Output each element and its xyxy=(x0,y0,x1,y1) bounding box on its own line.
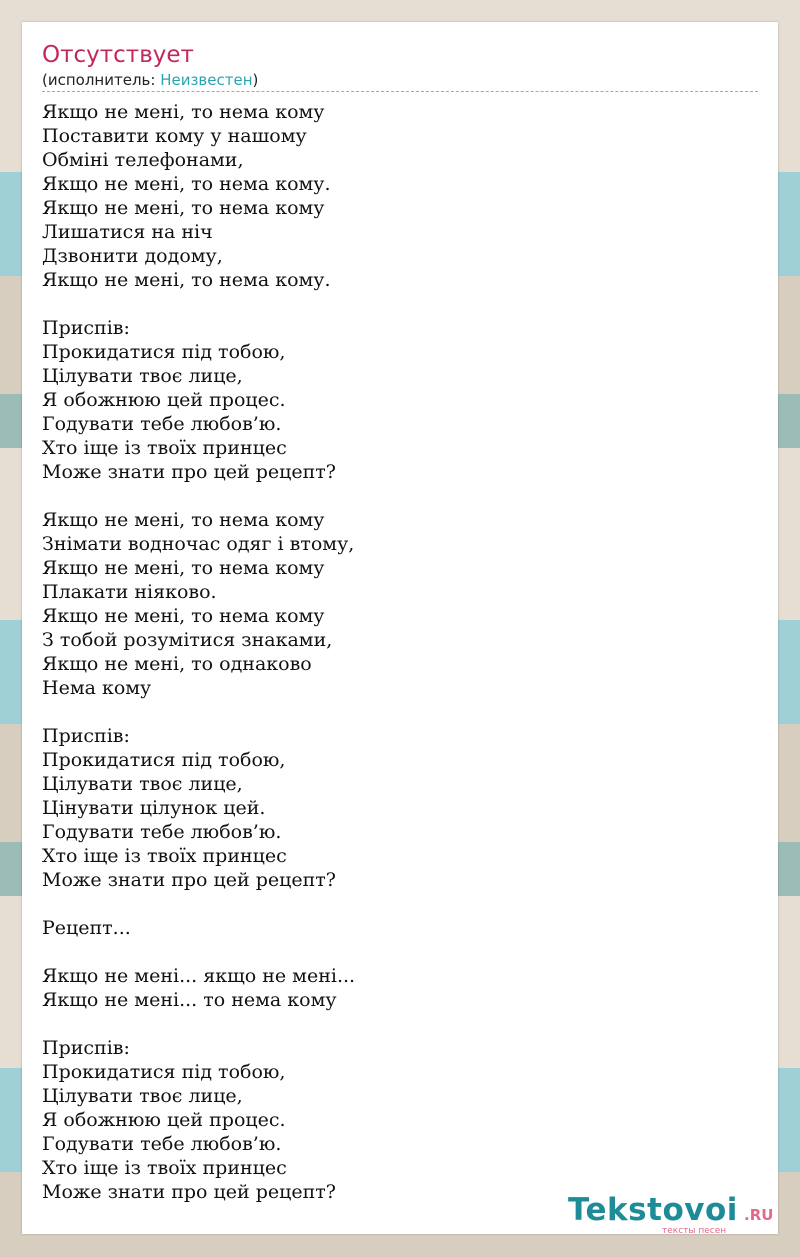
lyrics-blank-line xyxy=(42,484,355,508)
lyrics-line: Хто іще із твоїх принцес xyxy=(42,437,287,459)
lyrics-line: Плакати ніяково. xyxy=(42,581,217,603)
lyrics-line: Цілувати твоє лице, xyxy=(42,773,243,795)
lyrics-blank-line xyxy=(42,940,355,964)
lyrics-blank-line xyxy=(42,892,355,916)
lyrics-text xyxy=(42,100,355,1204)
performer-line xyxy=(42,70,758,92)
lyrics-line: Обміні телефонами, xyxy=(42,149,244,171)
lyrics-line: Може знати про цей рецепт? xyxy=(42,461,336,483)
lyrics-line: Приспів: xyxy=(42,1037,130,1059)
lyrics-line: Знімати водночас одяг і втому, xyxy=(42,533,355,555)
lyrics-line: Якщо не мені... то нема кому xyxy=(42,989,337,1011)
lyrics-line: Хто іще із твоїх принцес xyxy=(42,1157,287,1179)
lyrics-line: Нема кому xyxy=(42,677,152,699)
lyrics-line: Якщо не мені, то нема кому xyxy=(42,509,325,531)
performer-prefix: (исполнитель: xyxy=(42,71,161,89)
lyrics-line: Якщо не мені, то нема кому xyxy=(42,101,325,123)
lyrics-line: Прокидатися під тобою, xyxy=(42,1061,286,1083)
lyrics-line: Цілувати твоє лице, xyxy=(42,1085,243,1107)
lyrics-line: Я обожнюю цей процес. xyxy=(42,1109,286,1131)
lyrics-line: Якщо не мені, то нема кому xyxy=(42,557,325,579)
site-logo[interactable] xyxy=(568,1192,778,1236)
performer-link[interactable]: Неизвестен xyxy=(160,71,253,89)
lyrics-line: Лишатися на ніч xyxy=(42,221,213,243)
logo-tld: .RU xyxy=(744,1206,774,1224)
lyrics-line: Годувати тебе любов’ю. xyxy=(42,1133,282,1155)
lyrics-line: Я обожнюю цей процес. xyxy=(42,389,286,411)
lyrics-blank-line xyxy=(42,700,355,724)
lyrics-line: Цінувати цілунок цей. xyxy=(42,797,266,819)
lyrics-card xyxy=(22,22,778,1234)
lyrics-line: Рецепт... xyxy=(42,917,131,939)
lyrics-line: Годувати тебе любов’ю. xyxy=(42,821,282,843)
lyrics-line: Прокидатися під тобою, xyxy=(42,341,286,363)
lyrics-line: Якщо не мені, то нема кому. xyxy=(42,269,331,291)
lyrics-line: Хто іще із твоїх принцес xyxy=(42,845,287,867)
logo-name: Tekstovoi xyxy=(568,1192,738,1228)
lyrics-line: Годувати тебе любов’ю. xyxy=(42,413,282,435)
lyrics-line: Дзвонити додому, xyxy=(42,245,223,267)
lyrics-line: Поставити кому у нашому xyxy=(42,125,307,147)
lyrics-line: Якщо не мені... якщо не мені... xyxy=(42,965,356,987)
lyrics-line: Якщо не мені, то однаково xyxy=(42,653,312,675)
lyrics-line: З тобой розумітися знаками, xyxy=(42,629,333,651)
lyrics-blank-line xyxy=(42,292,355,316)
lyrics-line: Цілувати твоє лице, xyxy=(42,365,243,387)
lyrics-line: Прокидатися під тобою, xyxy=(42,749,286,771)
performer-suffix: ) xyxy=(252,71,259,89)
lyrics-line: Якщо не мені, то нема кому xyxy=(42,605,325,627)
lyrics-line: Приспів: xyxy=(42,317,130,339)
lyrics-blank-line xyxy=(42,1012,355,1036)
lyrics-line: Може знати про цей рецепт? xyxy=(42,869,336,891)
lyrics-line: Якщо не мені, то нема кому. xyxy=(42,173,331,195)
lyrics-line: Приспів: xyxy=(42,725,130,747)
logo-tagline: тексты песен xyxy=(662,1226,727,1236)
song-title: Отсутствует xyxy=(42,42,194,68)
lyrics-line: Якщо не мені, то нема кому xyxy=(42,197,325,219)
lyrics-line: Може знати про цей рецепт? xyxy=(42,1181,336,1203)
